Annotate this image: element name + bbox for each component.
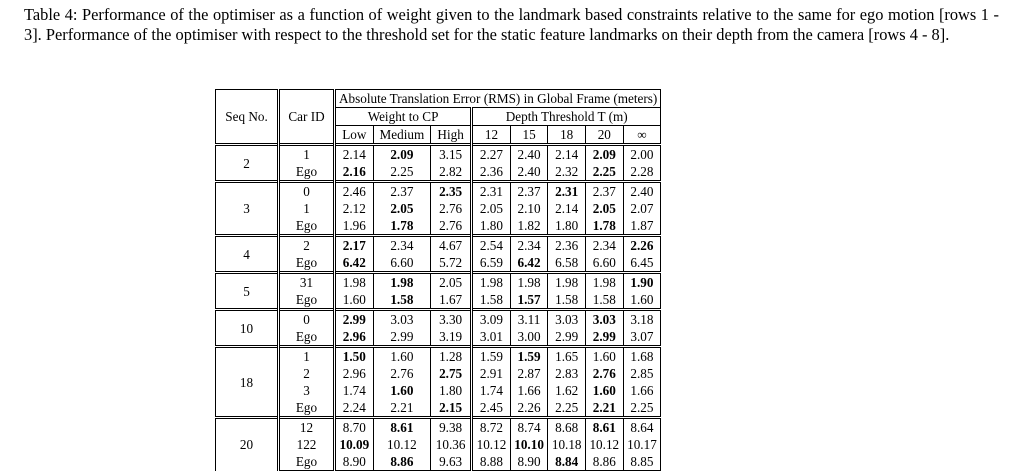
table-row: [216, 145, 661, 164]
car-id-cell: Ego: [279, 291, 335, 310]
weight-value-cell: 1.78: [373, 217, 430, 236]
table-body: [216, 145, 661, 471]
car-id-cell: 2: [279, 365, 335, 382]
car-id-cell: 122: [279, 436, 335, 453]
weight-value-cell: 2.37: [373, 182, 430, 201]
depth-value-cell: 2.34: [585, 236, 623, 255]
depth-value-cell: 2.26: [510, 399, 548, 418]
header-seq-no: Seq No.: [216, 90, 279, 145]
depth-value-cell: 2.36: [472, 163, 511, 182]
depth-value-cell: 2.05: [585, 200, 623, 217]
weight-value-cell: 3.15: [431, 145, 472, 164]
header-weight-col: Low: [335, 126, 374, 145]
depth-value-cell: 1.59: [472, 347, 511, 366]
car-id-cell: 12: [279, 418, 335, 437]
car-id-cell: Ego: [279, 453, 335, 471]
depth-value-cell: 10.12: [472, 436, 511, 453]
depth-value-cell: 8.90: [510, 453, 548, 471]
depth-value-cell: 2.25: [585, 163, 623, 182]
depth-value-cell: 1.74: [472, 382, 511, 399]
depth-value-cell: 6.45: [623, 254, 661, 273]
depth-value-cell: 2.40: [510, 163, 548, 182]
car-id-cell: Ego: [279, 217, 335, 236]
depth-value-cell: 2.10: [510, 200, 548, 217]
depth-value-cell: 8.68: [548, 418, 586, 437]
weight-value-cell: 1.60: [373, 347, 430, 366]
weight-value-cell: 2.25: [373, 163, 430, 182]
weight-value-cell: 3.30: [431, 310, 472, 329]
weight-value-cell: 8.61: [373, 418, 430, 437]
weight-value-cell: 2.99: [335, 310, 374, 329]
seq-no-cell: 2: [216, 145, 279, 182]
car-id-cell: Ego: [279, 328, 335, 347]
depth-value-cell: 1.66: [510, 382, 548, 399]
depth-value-cell: 3.09: [472, 310, 511, 329]
depth-value-cell: 2.54: [472, 236, 511, 255]
car-id-cell: 1: [279, 200, 335, 217]
weight-value-cell: 1.60: [373, 382, 430, 399]
depth-value-cell: 8.61: [585, 418, 623, 437]
weight-value-cell: 4.67: [431, 236, 472, 255]
weight-value-cell: 1.96: [335, 217, 374, 236]
weight-value-cell: 2.75: [431, 365, 472, 382]
depth-value-cell: 2.34: [510, 236, 548, 255]
seq-no-cell: 3: [216, 182, 279, 236]
depth-value-cell: 1.98: [548, 273, 586, 292]
depth-value-cell: 1.80: [548, 217, 586, 236]
depth-value-cell: 1.59: [510, 347, 548, 366]
seq-no-cell: 18: [216, 347, 279, 418]
depth-value-cell: 6.59: [472, 254, 511, 273]
depth-value-cell: 1.90: [623, 273, 661, 292]
depth-value-cell: 1.78: [585, 217, 623, 236]
depth-value-cell: 1.58: [585, 291, 623, 310]
weight-value-cell: 6.60: [373, 254, 430, 273]
table-row: [216, 254, 661, 273]
depth-value-cell: 10.10: [510, 436, 548, 453]
weight-value-cell: 2.96: [335, 328, 374, 347]
table-row: [216, 217, 661, 236]
header-depth-col: ∞: [623, 126, 661, 145]
weight-value-cell: 9.63: [431, 453, 472, 471]
depth-value-cell: 2.83: [548, 365, 586, 382]
table-row: [216, 328, 661, 347]
results-table: [215, 89, 661, 471]
depth-value-cell: 10.18: [548, 436, 586, 453]
depth-value-cell: 2.28: [623, 163, 661, 182]
table-row: [216, 310, 661, 329]
table-row: [216, 291, 661, 310]
weight-value-cell: 8.86: [373, 453, 430, 471]
depth-value-cell: 2.91: [472, 365, 511, 382]
depth-value-cell: 3.00: [510, 328, 548, 347]
depth-value-cell: 2.21: [585, 399, 623, 418]
car-id-cell: 2: [279, 236, 335, 255]
weight-value-cell: 2.21: [373, 399, 430, 418]
car-id-cell: Ego: [279, 163, 335, 182]
depth-value-cell: 1.66: [623, 382, 661, 399]
seq-no-cell: 4: [216, 236, 279, 273]
depth-value-cell: 2.14: [548, 145, 586, 164]
table-row: [216, 347, 661, 366]
weight-value-cell: 10.09: [335, 436, 374, 453]
depth-value-cell: 2.25: [623, 399, 661, 418]
weight-value-cell: 2.24: [335, 399, 374, 418]
depth-value-cell: 2.36: [548, 236, 586, 255]
header-depth-col: 18: [548, 126, 586, 145]
weight-value-cell: 2.14: [335, 145, 374, 164]
depth-value-cell: 2.07: [623, 200, 661, 217]
weight-value-cell: 10.12: [373, 436, 430, 453]
table-row: [216, 399, 661, 418]
weight-value-cell: 10.36: [431, 436, 472, 453]
table-row: [216, 182, 661, 201]
table-row: [216, 382, 661, 399]
weight-value-cell: 1.98: [373, 273, 430, 292]
weight-value-cell: 2.76: [431, 200, 472, 217]
weight-value-cell: 1.28: [431, 347, 472, 366]
weight-value-cell: 2.16: [335, 163, 374, 182]
depth-value-cell: 6.58: [548, 254, 586, 273]
depth-value-cell: 3.07: [623, 328, 661, 347]
depth-value-cell: 2.87: [510, 365, 548, 382]
car-id-cell: 31: [279, 273, 335, 292]
depth-value-cell: 8.84: [548, 453, 586, 471]
depth-value-cell: 2.85: [623, 365, 661, 382]
depth-value-cell: 8.74: [510, 418, 548, 437]
depth-value-cell: 1.80: [472, 217, 511, 236]
table-row: [216, 163, 661, 182]
weight-value-cell: 1.80: [431, 382, 472, 399]
depth-value-cell: 2.37: [510, 182, 548, 201]
depth-value-cell: 1.87: [623, 217, 661, 236]
depth-value-cell: 8.72: [472, 418, 511, 437]
depth-value-cell: 2.27: [472, 145, 511, 164]
weight-value-cell: 6.42: [335, 254, 374, 273]
weight-value-cell: 1.50: [335, 347, 374, 366]
depth-value-cell: 2.37: [585, 182, 623, 201]
header-weight-col: High: [431, 126, 472, 145]
table-row: [216, 418, 661, 437]
depth-value-cell: 1.58: [472, 291, 511, 310]
depth-value-cell: 2.76: [585, 365, 623, 382]
seq-no-cell: 10: [216, 310, 279, 347]
depth-value-cell: 3.03: [548, 310, 586, 329]
weight-value-cell: 3.03: [373, 310, 430, 329]
header-depth-title: Depth Threshold T (m): [472, 108, 661, 126]
depth-value-cell: 2.31: [548, 182, 586, 201]
depth-value-cell: 1.58: [548, 291, 586, 310]
car-id-cell: 3: [279, 382, 335, 399]
weight-value-cell: 2.17: [335, 236, 374, 255]
depth-value-cell: 1.68: [623, 347, 661, 366]
weight-value-cell: 2.46: [335, 182, 374, 201]
header-weight-col: Medium: [373, 126, 430, 145]
table-row: [216, 436, 661, 453]
weight-value-cell: 1.98: [335, 273, 374, 292]
weight-value-cell: 2.35: [431, 182, 472, 201]
seq-no-cell: 20: [216, 418, 279, 471]
depth-value-cell: 3.03: [585, 310, 623, 329]
weight-value-cell: 2.99: [373, 328, 430, 347]
depth-value-cell: 6.60: [585, 254, 623, 273]
header-depth-col: 15: [510, 126, 548, 145]
weight-value-cell: 2.09: [373, 145, 430, 164]
depth-value-cell: 1.98: [472, 273, 511, 292]
table-row: [216, 200, 661, 217]
depth-value-cell: 8.88: [472, 453, 511, 471]
depth-value-cell: 3.11: [510, 310, 548, 329]
depth-value-cell: 2.40: [510, 145, 548, 164]
depth-value-cell: 10.12: [585, 436, 623, 453]
depth-value-cell: 8.85: [623, 453, 661, 471]
depth-value-cell: 2.99: [585, 328, 623, 347]
header-depth-col: 12: [472, 126, 511, 145]
weight-value-cell: 2.76: [431, 217, 472, 236]
depth-value-cell: 2.05: [472, 200, 511, 217]
depth-value-cell: 1.82: [510, 217, 548, 236]
depth-value-cell: 1.60: [585, 347, 623, 366]
depth-value-cell: 2.14: [548, 200, 586, 217]
table-row: [216, 365, 661, 382]
weight-value-cell: 2.12: [335, 200, 374, 217]
depth-value-cell: 2.25: [548, 399, 586, 418]
depth-value-cell: 10.17: [623, 436, 661, 453]
header-weight-title: Weight to CP: [335, 108, 472, 126]
weight-value-cell: 2.34: [373, 236, 430, 255]
depth-value-cell: 1.60: [585, 382, 623, 399]
weight-value-cell: 8.70: [335, 418, 374, 437]
weight-value-cell: 2.05: [431, 273, 472, 292]
car-id-cell: 0: [279, 310, 335, 329]
weight-value-cell: 1.74: [335, 382, 374, 399]
weight-value-cell: 1.58: [373, 291, 430, 310]
depth-value-cell: 8.86: [585, 453, 623, 471]
weight-value-cell: 2.05: [373, 200, 430, 217]
table-row: [216, 236, 661, 255]
table-caption: Table 4: Performance of the optimiser as a function of weight given to the landmark based constraints relative to the same for ego motion [rows 1 - 3]. Performance of the optimiser with respect to the threshold set for the static feature landmarks on their depth from the camera [rows 4 - 8].: [24, 5, 999, 44]
car-id-cell: 1: [279, 347, 335, 366]
depth-value-cell: 1.98: [510, 273, 548, 292]
table-row: [216, 453, 661, 471]
depth-value-cell: 2.09: [585, 145, 623, 164]
weight-value-cell: 1.67: [431, 291, 472, 310]
depth-value-cell: 1.65: [548, 347, 586, 366]
depth-value-cell: 2.32: [548, 163, 586, 182]
depth-value-cell: 2.99: [548, 328, 586, 347]
weight-value-cell: 2.96: [335, 365, 374, 382]
table-row: [216, 273, 661, 292]
depth-value-cell: 1.57: [510, 291, 548, 310]
table-header: [216, 90, 661, 145]
depth-value-cell: 2.45: [472, 399, 511, 418]
weight-value-cell: 1.60: [335, 291, 374, 310]
depth-value-cell: 3.18: [623, 310, 661, 329]
depth-value-cell: 2.40: [623, 182, 661, 201]
car-id-cell: Ego: [279, 399, 335, 418]
depth-value-cell: 8.64: [623, 418, 661, 437]
weight-value-cell: 8.90: [335, 453, 374, 471]
header-depth-col: 20: [585, 126, 623, 145]
weight-value-cell: 2.82: [431, 163, 472, 182]
car-id-cell: Ego: [279, 254, 335, 273]
weight-value-cell: 3.19: [431, 328, 472, 347]
depth-value-cell: 2.26: [623, 236, 661, 255]
weight-value-cell: 9.38: [431, 418, 472, 437]
weight-value-cell: 5.72: [431, 254, 472, 273]
weight-value-cell: 2.15: [431, 399, 472, 418]
depth-value-cell: 2.00: [623, 145, 661, 164]
car-id-cell: 0: [279, 182, 335, 201]
depth-value-cell: 3.01: [472, 328, 511, 347]
seq-no-cell: 5: [216, 273, 279, 310]
weight-value-cell: 2.76: [373, 365, 430, 382]
header-car-id: Car ID: [279, 90, 335, 145]
depth-value-cell: 2.31: [472, 182, 511, 201]
car-id-cell: 1: [279, 145, 335, 164]
depth-value-cell: 1.60: [623, 291, 661, 310]
depth-value-cell: 6.42: [510, 254, 548, 273]
depth-value-cell: 1.62: [548, 382, 586, 399]
header-group-title: Absolute Translation Error (RMS) in Global Frame (meters): [335, 90, 661, 108]
depth-value-cell: 1.98: [585, 273, 623, 292]
